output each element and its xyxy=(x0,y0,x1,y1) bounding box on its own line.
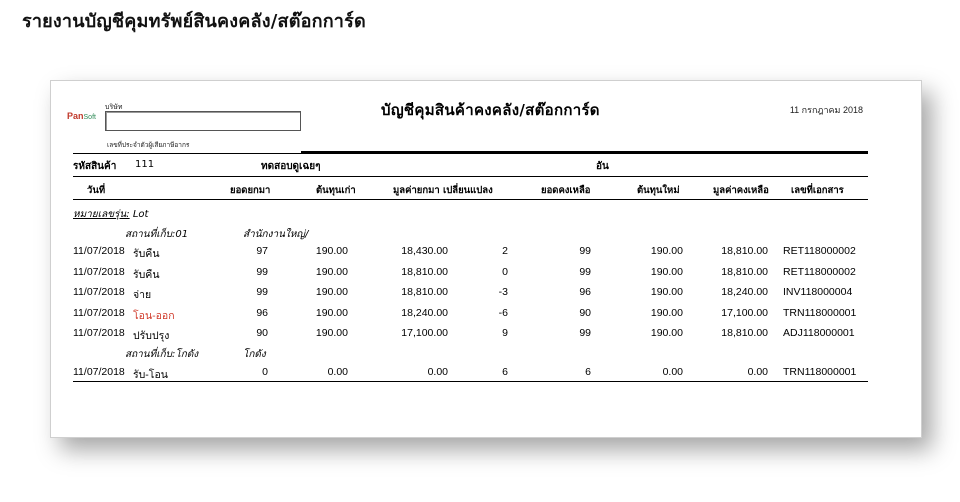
row-doc-no: RET118000002 xyxy=(783,245,856,257)
row-date: 11/07/2018 xyxy=(73,366,125,378)
sku-name: ทดสอบดูเฉยๆ xyxy=(261,161,321,172)
logo-sub: Soft xyxy=(83,114,96,121)
report-title: บัญชีคุมสินค้าคงคลัง/สต๊อกการ์ด xyxy=(381,101,600,119)
table-row xyxy=(73,266,868,284)
row-old-cost: 190.00 xyxy=(315,306,348,319)
row-type: โอน-ออก xyxy=(133,309,175,322)
table-row xyxy=(73,286,868,304)
row-date: 11/07/2018 xyxy=(73,327,125,339)
row-date: 11/07/2018 xyxy=(73,286,125,298)
row-doc-no: RET118000002 xyxy=(783,265,856,278)
row-balance-value: 18,810.00 xyxy=(721,327,768,339)
row-doc-no: ADJ118000001 xyxy=(783,327,855,339)
row-change: -6 xyxy=(498,306,508,319)
row-brought-value: 18,810.00 xyxy=(401,286,448,298)
lot-line xyxy=(73,207,148,222)
header-balance: ยอดคงเหลือ xyxy=(541,185,591,196)
row-old-cost: 190.00 xyxy=(315,265,348,278)
row-brought: 90 xyxy=(256,327,268,339)
row-brought-value: 17,100.00 xyxy=(401,327,448,339)
sku-unit: อัน xyxy=(596,161,609,172)
row-balance-value: 17,100.00 xyxy=(721,306,768,319)
logo-text: Pan xyxy=(67,111,84,121)
header-doc-no: เลขที่เอกสาร xyxy=(791,185,844,196)
sku-label: รหัสสินค้า xyxy=(73,161,117,172)
taxid-label: เลขที่ประจำตัวผู้เสียภาษีอากร xyxy=(107,141,190,149)
location-label: สถานที่เก็บ:โกดัง xyxy=(125,349,199,360)
row-balance: 99 xyxy=(579,265,591,278)
row-old-cost: 190.00 xyxy=(315,245,348,257)
row-brought-value: 0.00 xyxy=(427,366,448,378)
header-brought-value: มูลค่ายกมา เปลี่ยนแปลง xyxy=(393,185,493,196)
sku-code: 111 xyxy=(135,159,155,170)
location-name: โกดัง xyxy=(243,349,266,360)
row-doc-no: TRN118000001 xyxy=(783,366,857,378)
row-type: รับคืน xyxy=(133,248,160,260)
header-balance-value: มูลค่าคงเหลือ xyxy=(713,185,769,196)
row-brought-value: 18,430.00 xyxy=(401,245,448,257)
lot-label: หมายเลขรุ่น: xyxy=(73,209,130,220)
top-rule xyxy=(73,153,868,154)
location-label: สถานที่เก็บ:01 xyxy=(125,229,189,240)
row-balance-value: 18,810.00 xyxy=(721,245,768,257)
row-date: 11/07/2018 xyxy=(73,265,125,278)
row-new-cost: 190.00 xyxy=(650,245,683,257)
stock-card-document xyxy=(50,80,922,438)
row-old-cost: 190.00 xyxy=(315,327,348,339)
row-brought-value: 18,810.00 xyxy=(401,265,448,278)
row-brought: 96 xyxy=(256,306,268,319)
row-balance-value: 18,240.00 xyxy=(721,286,768,298)
row-change: 6 xyxy=(502,366,508,378)
row-old-cost: 190.00 xyxy=(315,286,348,298)
row-old-cost: 0.00 xyxy=(327,366,348,378)
row-date: 11/07/2018 xyxy=(73,306,125,319)
table-row xyxy=(73,307,868,325)
table-row xyxy=(73,327,868,345)
row-new-cost: 190.00 xyxy=(650,306,683,319)
sku-rule xyxy=(73,176,868,177)
header-rule xyxy=(73,199,868,200)
row-change: 9 xyxy=(502,327,508,339)
row-brought: 0 xyxy=(262,366,268,378)
row-balance: 90 xyxy=(579,306,591,319)
row-type: จ่าย xyxy=(133,289,152,301)
company-label: บริษัท xyxy=(105,103,123,111)
row-type: รับ-โอน xyxy=(133,369,168,381)
row-balance-value: 0.00 xyxy=(747,366,768,378)
row-balance-value: 18,810.00 xyxy=(721,265,768,278)
row-brought: 99 xyxy=(256,265,268,278)
lot-value: Lot xyxy=(132,209,149,220)
header-old-cost: ต้นทุนเก่า xyxy=(316,185,356,196)
row-brought: 97 xyxy=(256,245,268,257)
row-type: ปรับปรุง xyxy=(133,330,170,342)
row-new-cost: 190.00 xyxy=(650,265,683,278)
row-change: 0 xyxy=(502,265,508,278)
page-heading: รายงานบัญชีคุมทรัพย์สินคงคลัง/สต๊อกการ์ด xyxy=(22,11,366,32)
row-balance: 99 xyxy=(579,245,591,257)
company-name-field[interactable] xyxy=(105,111,301,131)
row-brought-value: 18,240.00 xyxy=(401,306,448,319)
row-doc-no: TRN118000001 xyxy=(783,306,857,319)
row-doc-no: INV118000004 xyxy=(783,286,853,298)
row-new-cost: 190.00 xyxy=(650,327,683,339)
row-balance: 99 xyxy=(579,327,591,339)
header-date: วันที่ xyxy=(87,185,106,196)
report-date: 11 กรกฎาคม 2018 xyxy=(789,105,863,115)
row-date: 11/07/2018 xyxy=(73,245,125,257)
row-balance: 6 xyxy=(585,366,591,378)
header-new-cost: ต้นทุนใหม่ xyxy=(637,185,680,196)
row-change: -3 xyxy=(498,286,508,298)
company-logo xyxy=(67,111,97,123)
row-brought: 99 xyxy=(256,286,268,298)
bottom-rule xyxy=(73,381,868,382)
row-balance: 96 xyxy=(579,286,591,298)
header-in: ยอดยกมา xyxy=(230,185,271,196)
row-type: รับคืน xyxy=(133,268,160,281)
row-change: 2 xyxy=(502,245,508,257)
table-row xyxy=(73,245,868,263)
location-name: สำนักงานใหญ่/ xyxy=(243,229,309,240)
row-new-cost: 190.00 xyxy=(650,286,683,298)
row-new-cost: 0.00 xyxy=(662,366,683,378)
